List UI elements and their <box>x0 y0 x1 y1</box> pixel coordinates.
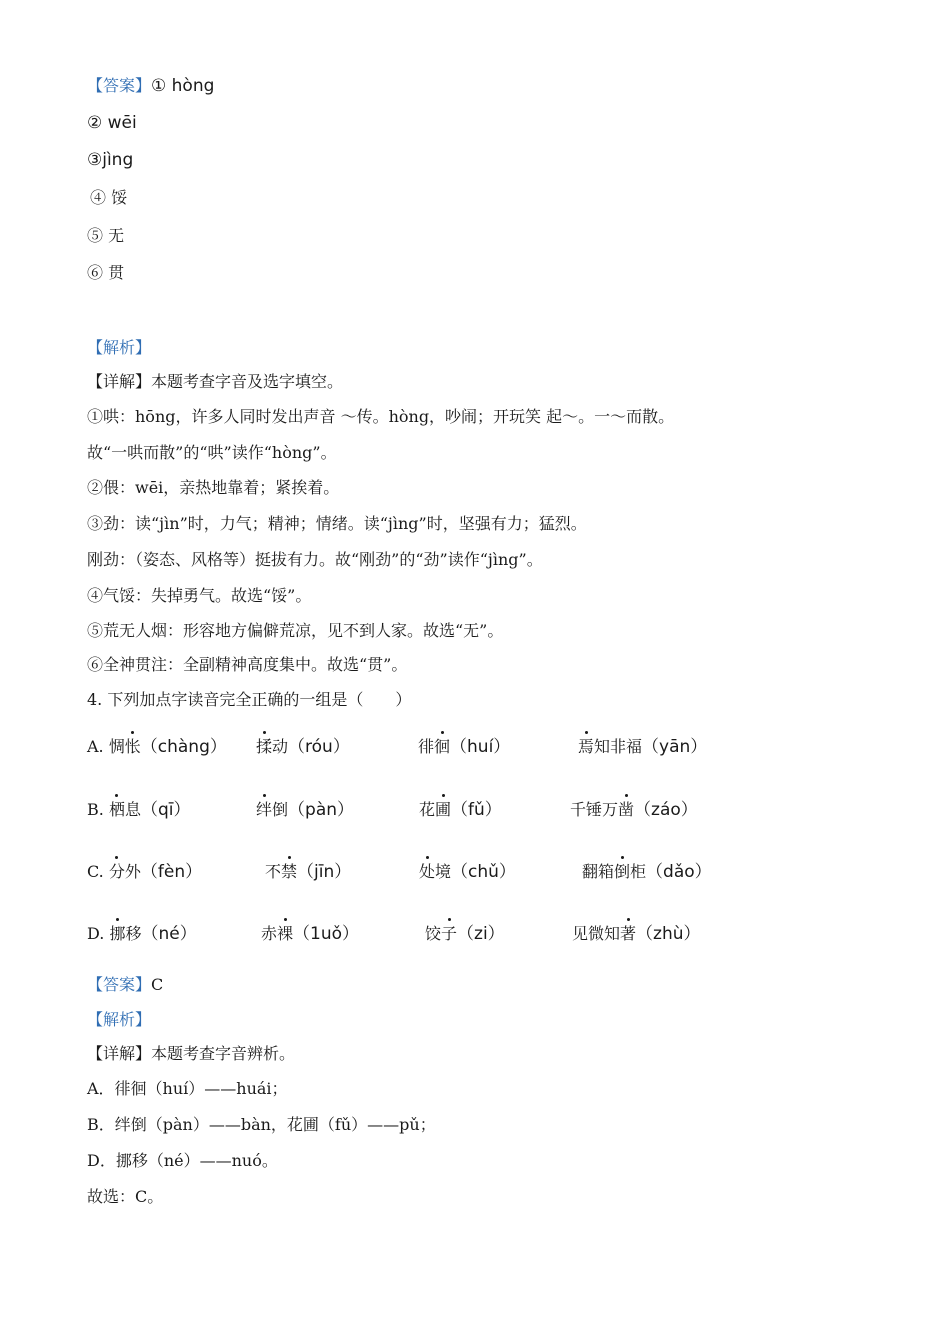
dotted-char: 处 <box>419 862 436 881</box>
answer-item: ③jìng <box>87 150 134 170</box>
pinyin: （jīn） <box>297 862 352 882</box>
pinyin: （qī） <box>140 800 191 820</box>
analysis-line: 故选：C。 <box>87 1187 164 1206</box>
analysis-line: D．挪移（né）——nuó。 <box>87 1151 278 1170</box>
option-b-word-3 <box>419 799 502 821</box>
answer-item: ② wēi <box>87 113 137 133</box>
option-letter: B. <box>87 800 104 819</box>
option-d <box>87 923 197 945</box>
pinyin: （pàn） <box>288 800 355 820</box>
option-letter: C. <box>87 862 104 881</box>
option-c-word-2 <box>265 861 351 883</box>
word-text: 柜 <box>630 862 647 881</box>
option-letter: D. <box>87 924 105 943</box>
word-text: 境 <box>435 862 452 881</box>
pinyin: （zhù） <box>636 924 701 944</box>
question-stem: 4. 下列加点字读音完全正确的一组是（ ） <box>87 690 412 709</box>
word-text: 外 <box>124 862 141 881</box>
pinyin: （né） <box>141 924 197 944</box>
option-b-word-4 <box>570 799 698 821</box>
analysis-line: 刚劲：（姿态、风格等）挺拔有力。故“刚劲”的“劲”读作“jìng”。 <box>87 550 543 569</box>
pinyin: （chǔ） <box>451 862 516 882</box>
pinyin: （fèn） <box>140 862 203 882</box>
option-letter: A. <box>87 737 104 756</box>
word-text: 知非福 <box>594 737 643 756</box>
analysis-line: A．徘徊（huí）——huái； <box>87 1079 288 1098</box>
word-text: 赤 <box>261 924 278 943</box>
analysis-line: B．绊倒（pàn）——bàn，花圃（fǔ）——pǔ； <box>87 1115 436 1134</box>
analysis-line: 【详解】本题考查字音及选字填空。 <box>87 372 344 391</box>
dotted-char: 著 <box>620 924 637 943</box>
analysis-line: ③劲：读“jìn”时，力气；精神；情绪。读“jìng”时，坚强有力；猛烈。 <box>87 514 587 533</box>
dotted-char: 禁 <box>281 862 298 881</box>
option-d-word-4 <box>572 923 701 945</box>
option-a-word-2 <box>256 736 350 758</box>
word-text: 惆 <box>108 737 125 756</box>
dotted-char: 焉 <box>578 737 595 756</box>
answer-tag: 【答案】 <box>87 76 152 95</box>
pinyin: （chàng） <box>140 737 227 757</box>
dotted-char: 圃 <box>435 800 452 819</box>
answer-item: ① hòng <box>151 76 215 96</box>
answer-item: ⑥ 贯 <box>87 263 125 282</box>
option-a <box>87 736 227 758</box>
dotted-char: 怅 <box>124 737 141 756</box>
analysis-tag: 【解析】 <box>87 1010 152 1029</box>
dotted-char: 栖 <box>108 800 125 819</box>
word-text: 翻箱 <box>582 862 615 881</box>
option-c <box>87 861 202 883</box>
option-d-word-2 <box>261 923 359 945</box>
analysis-line: ⑥全神贯注：全副精神高度集中。故选“贯”。 <box>87 655 408 674</box>
dotted-char: 凿 <box>618 800 635 819</box>
dotted-char: 裸 <box>277 924 294 943</box>
word-text: 息 <box>124 800 141 819</box>
option-a-word-3 <box>418 736 510 758</box>
pinyin: （róu） <box>288 737 350 757</box>
option-b-word-2 <box>256 799 354 821</box>
word-text: 动 <box>272 737 289 756</box>
word-text: 饺 <box>425 924 442 943</box>
analysis-line: ①哄：hōng，许多人同时发出声音 ～传。hòng，吵闹；开玩笑 起～。一～而散。 <box>87 407 675 426</box>
option-b <box>87 799 190 821</box>
word-text: 千锤万 <box>570 800 619 819</box>
pinyin: （yān） <box>642 737 708 757</box>
option-d-word-3 <box>425 923 505 945</box>
answer-item: ④ 馁 <box>90 188 128 207</box>
dotted-char: 徊 <box>434 737 451 756</box>
word-text: 移 <box>125 924 142 943</box>
option-a-word-4 <box>578 736 707 758</box>
analysis-line: 故“一哄而散”的“哄”读作“hòng”。 <box>87 443 337 462</box>
word-text: 徘 <box>418 737 435 756</box>
word-text: 不 <box>265 862 282 881</box>
word-text: 花 <box>419 800 436 819</box>
pinyin: （zi） <box>457 924 505 944</box>
dotted-char: 分 <box>108 862 125 881</box>
analysis-line: ④气馁：失掉勇气。故选“馁”。 <box>87 586 312 605</box>
pinyin: （1uǒ） <box>293 924 360 944</box>
pinyin: （fǔ） <box>451 800 502 820</box>
dotted-char: 绊 <box>256 800 273 819</box>
pinyin: （záo） <box>634 800 698 820</box>
dotted-char: 子 <box>441 924 458 943</box>
answer-tag: 【答案】 <box>87 975 152 994</box>
dotted-char: 倒 <box>614 862 631 881</box>
pinyin: （dǎo） <box>646 862 712 882</box>
option-c-word-3 <box>419 861 516 883</box>
answer-line-2 <box>87 974 163 996</box>
answer-value: C <box>151 975 164 994</box>
dotted-char: 揉 <box>256 737 273 756</box>
dotted-char: 挪 <box>109 924 126 943</box>
analysis-line: ②偎：wēi，亲热地靠着；紧挨着。 <box>87 478 340 497</box>
analysis-line: ⑤荒无人烟：形容地方偏僻荒凉，见不到人家。故选“无”。 <box>87 621 504 640</box>
answer-line-1 <box>87 75 214 97</box>
word-text: 倒 <box>272 800 289 819</box>
analysis-tag: 【解析】 <box>87 338 152 357</box>
analysis-line: 【详解】本题考查字音辨析。 <box>87 1044 296 1063</box>
word-text: 见微知 <box>572 924 621 943</box>
option-c-word-4 <box>582 861 712 883</box>
answer-item: ⑤ 无 <box>87 226 125 245</box>
pinyin: （huí） <box>450 737 511 757</box>
